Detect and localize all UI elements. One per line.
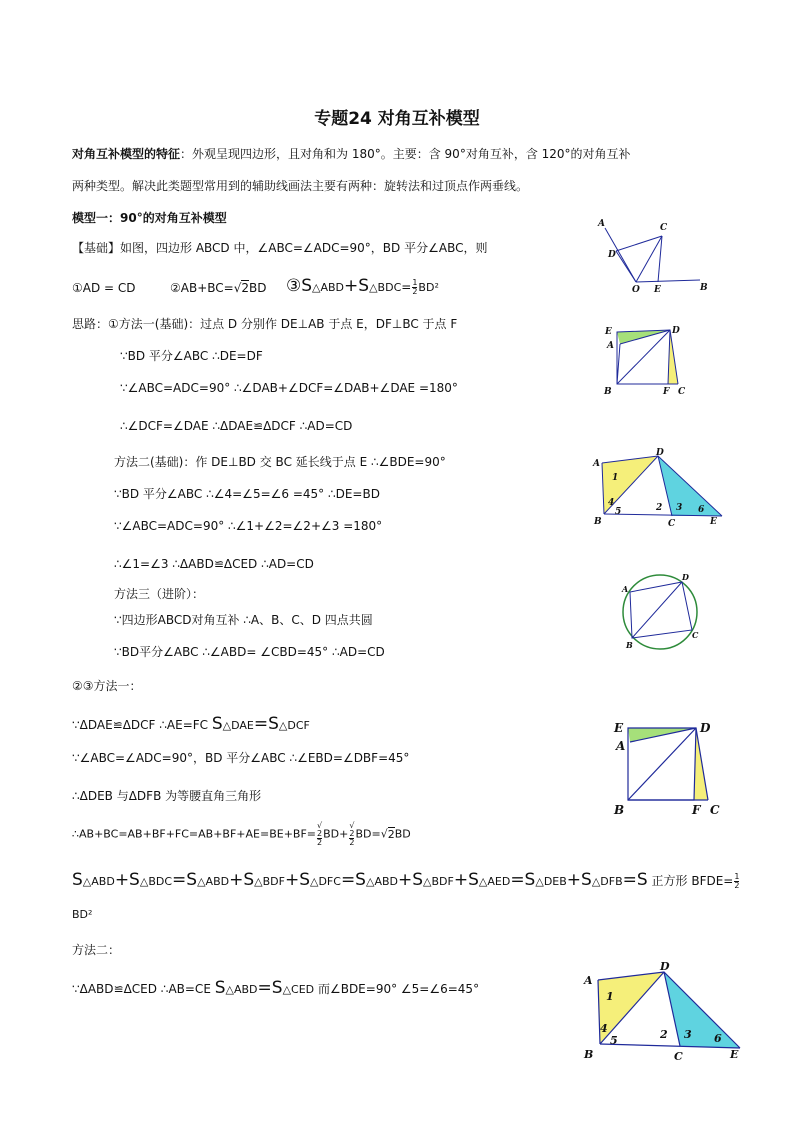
eq-sub: △BDC (139, 875, 173, 888)
method1-line-2: ∵∠ABC=ADC=90° ∴∠DAB+∠DCF=∠DAB+∠DAE =180° (120, 381, 458, 395)
label-C: C (668, 519, 676, 529)
area-equation (72, 870, 740, 890)
eq-sub: △DEB (535, 875, 567, 888)
label-C: C (692, 630, 699, 640)
label-B: B (700, 283, 708, 293)
p23-l4g: BD= (355, 827, 381, 841)
label-5: 5 (610, 1034, 618, 1047)
p23-l4i: BD (394, 827, 411, 841)
eq-s: +S (284, 870, 310, 890)
c3-s1: ③S (286, 276, 313, 296)
p23-l1d: =S (253, 714, 279, 734)
label-4: 4 (600, 1022, 608, 1035)
m2-c: △ABD (225, 983, 258, 996)
label-A: A (607, 341, 614, 351)
model1-heading: 模型一：90°的对角互补模型 (72, 211, 227, 225)
intro-label: 对角互补模型的特征 (72, 147, 181, 161)
label-C: C (660, 223, 668, 233)
eq-s: =S (622, 870, 648, 890)
c3-eq: = (401, 280, 412, 294)
figure-method1-large (612, 718, 732, 818)
label-F: F (692, 803, 701, 817)
eq-sub: △AED (478, 875, 511, 888)
part23-line-4: ∴AB+BC=AB+BF+FC=AB+BF+AE=BE+BF= √ 2 2 BD+ √ 2 2 BD=√2BD (72, 821, 411, 847)
part23-line-1 (72, 714, 310, 734)
label-E: E (654, 285, 661, 295)
conclusion-1: ①AD = CD (72, 281, 136, 295)
eq-s: +S (114, 870, 140, 890)
p23-l1b: S (211, 714, 223, 734)
label-B: B (594, 517, 602, 527)
p23-frac2 (349, 822, 354, 847)
method3-intro: 方法三（进阶）： (114, 587, 205, 601)
eq-sub: △ABD (197, 875, 230, 888)
label-E: E (614, 721, 624, 735)
label-A: A (616, 739, 626, 753)
label-E: E (710, 517, 717, 527)
label-4: 4 (608, 498, 615, 508)
figure-angle-bisector (590, 210, 720, 300)
label-A: A (593, 459, 600, 469)
label-E: E (605, 327, 612, 337)
p23-l1c: △DAE (222, 719, 254, 732)
method1-line-3: ∴∠DCF=∠DAE ∴ΔDAE≌ΔDCF ∴AD=CD (120, 419, 353, 433)
eq-s: S (72, 870, 83, 890)
label-B: B (604, 387, 612, 397)
c3-sub1: △ABD (312, 281, 345, 294)
c3-den: 2 (412, 287, 418, 296)
label-E: E (730, 1048, 739, 1061)
label-D: D (660, 960, 670, 973)
label-2: 2 (656, 503, 663, 513)
intro-text-1: ：外观呈现四边形，且对角和为 180°。主要：含 90°对角互补，含 120°的对角互补 (180, 147, 631, 161)
label-C: C (710, 803, 720, 817)
eq-s: =S (172, 870, 198, 890)
label-3: 3 (676, 503, 683, 513)
label-D: D (700, 721, 711, 735)
eq-s: +S (229, 870, 255, 890)
eq-sub: △ABD (365, 875, 398, 888)
eq-eq: = (723, 874, 734, 888)
c2-tail: BD (249, 281, 267, 295)
page-title: 专题24 对角互补模型 (314, 109, 480, 129)
label-B: B (614, 803, 625, 817)
eq-frac-num: 1 (734, 872, 740, 881)
eq-square: 正方形 BFDE (647, 874, 724, 888)
label-6: 6 (714, 1032, 722, 1045)
figure-method2-large (580, 962, 760, 1062)
eq-s: +S (566, 870, 592, 890)
label-3: 3 (684, 1028, 692, 1041)
method2-line-1: ∵BD 平分∠ABC ∴∠4=∠5=∠6 =45° ∴DE=BD (114, 487, 380, 501)
label-B: B (626, 640, 633, 650)
p23-l4a: ∴AB+BC=AB+BF+FC=AB+BF+AE=BE+BF= (72, 827, 317, 841)
eq-sub: △ABD (82, 875, 115, 888)
method2-line-3: ∴∠1=∠3 ∴ΔABD≌ΔCED ∴AD=CD (114, 557, 314, 571)
p23-l1e: △DCF (278, 719, 310, 732)
label-5: 5 (615, 507, 622, 517)
p23-l4h: 2 (387, 827, 395, 841)
m2-b: S (214, 978, 226, 998)
c3-num: 1 (412, 278, 418, 287)
eq-sub: △DFB (591, 875, 623, 888)
label-1: 1 (606, 990, 614, 1003)
part23-line-3: ∴ΔDEB 与ΔDFB 为等腰直角三角形 (72, 789, 262, 803)
model1-basic: 【基础】如图，四边形 ABCD 中，∠ABC=∠ADC=90°，BD 平分∠ABC，则 (72, 241, 488, 255)
eq-frac (734, 873, 739, 890)
label-A: A (584, 974, 593, 987)
eq-s: =S (340, 870, 366, 890)
label-B: B (584, 1048, 594, 1061)
c2-text: ②AB+BC= (170, 281, 234, 295)
label-6: 6 (698, 505, 705, 515)
m2-d: =S (257, 978, 283, 998)
conclusion-2: ②AB+BC=√2BD (170, 281, 267, 295)
c2-root: 2 (241, 281, 250, 295)
method1-line-1: ∵BD 平分∠ABC ∴DE=DF (120, 349, 263, 363)
c3-frac (412, 279, 417, 296)
label-2: 2 (660, 1028, 668, 1041)
m2-e: △CED (282, 983, 315, 996)
label-1: 1 (612, 473, 619, 483)
figure-method1-small (600, 322, 700, 398)
method2-intro: 方法二(基础)：作 DE⊥BD 交 BC 延长线于点 E ∴∠BDE=90° (114, 455, 446, 469)
method1-intro: 思路：①方法一(基础)：过点 D 分别作 DE⊥AB 于点 E，DF⊥BC 于点 F (72, 317, 458, 331)
p23-frac1 (317, 822, 322, 847)
eq-s: =S (510, 870, 536, 890)
eq-s: +S (453, 870, 479, 890)
c3-tail: BD² (418, 281, 439, 294)
figure-circle (618, 570, 708, 660)
method3-line-1: ∵四边形ABCD对角互补 ∴A、B、C、D 四点共圆 (114, 613, 373, 627)
p23-l4c: 2 (317, 838, 323, 847)
eq-s: +S (398, 870, 424, 890)
method2b-line (72, 978, 479, 998)
label-A: A (622, 584, 629, 594)
eq-sub: △DFC (310, 875, 341, 888)
part23-heading: ②③方法一： (72, 679, 142, 693)
label-C: C (678, 387, 686, 397)
c3-s2: +S (344, 276, 370, 296)
m2-f: 而∠BDE=90° ∠5=∠6=45° (314, 982, 480, 996)
label-O: O (632, 285, 640, 295)
intro-line-2: 两种类型。解决此类题型常用到的辅助线画法主要有两种：旋转法和过顶点作两垂线。 (72, 179, 529, 193)
eq-sub: △BDF (423, 875, 454, 888)
label-D: D (682, 572, 689, 582)
p23-frac2-num: √ 2 (349, 821, 355, 838)
method2b-heading: 方法二： (72, 943, 121, 957)
label-F: F (663, 387, 670, 397)
c3-sub2: △BDC (369, 281, 402, 294)
m2-a: ∵ΔABD≌ΔCED ∴AB=CE (72, 982, 215, 996)
area-equation-tail: BD² (72, 908, 93, 921)
figure-method2-small (590, 450, 730, 530)
p23-l1a: ∵ΔDAE≌ΔDCF ∴AE=FC (72, 718, 212, 732)
p23-l4e: 2 (349, 829, 355, 838)
label-D: D (656, 448, 664, 458)
method3-line-2: ∵BD平分∠ABC ∴∠ABD= ∠CBD=45° ∴AD=CD (114, 645, 385, 659)
p23-l4b: 2 (317, 829, 323, 838)
intro-line-1 (72, 146, 631, 162)
part23-line-2: ∵∠ABC=∠ADC=90°，BD 平分∠ABC ∴∠EBD=∠DBF=45° (72, 751, 410, 765)
eq-sub: △BDF (254, 875, 285, 888)
p23-frac1-num: √ 2 (317, 821, 323, 838)
label-C: C (674, 1050, 683, 1063)
p23-l4d: BD+ (323, 827, 349, 841)
label-D: D (608, 250, 616, 260)
p23-l4f: 2 (349, 838, 355, 847)
label-D: D (672, 326, 680, 336)
method2-line-2: ∵∠ABC=ADC=90° ∴∠1+∠2=∠2+∠3 =180° (114, 519, 383, 533)
label-A: A (598, 219, 605, 229)
eq-frac-den: 2 (734, 881, 740, 890)
conclusion-3 (286, 276, 439, 296)
